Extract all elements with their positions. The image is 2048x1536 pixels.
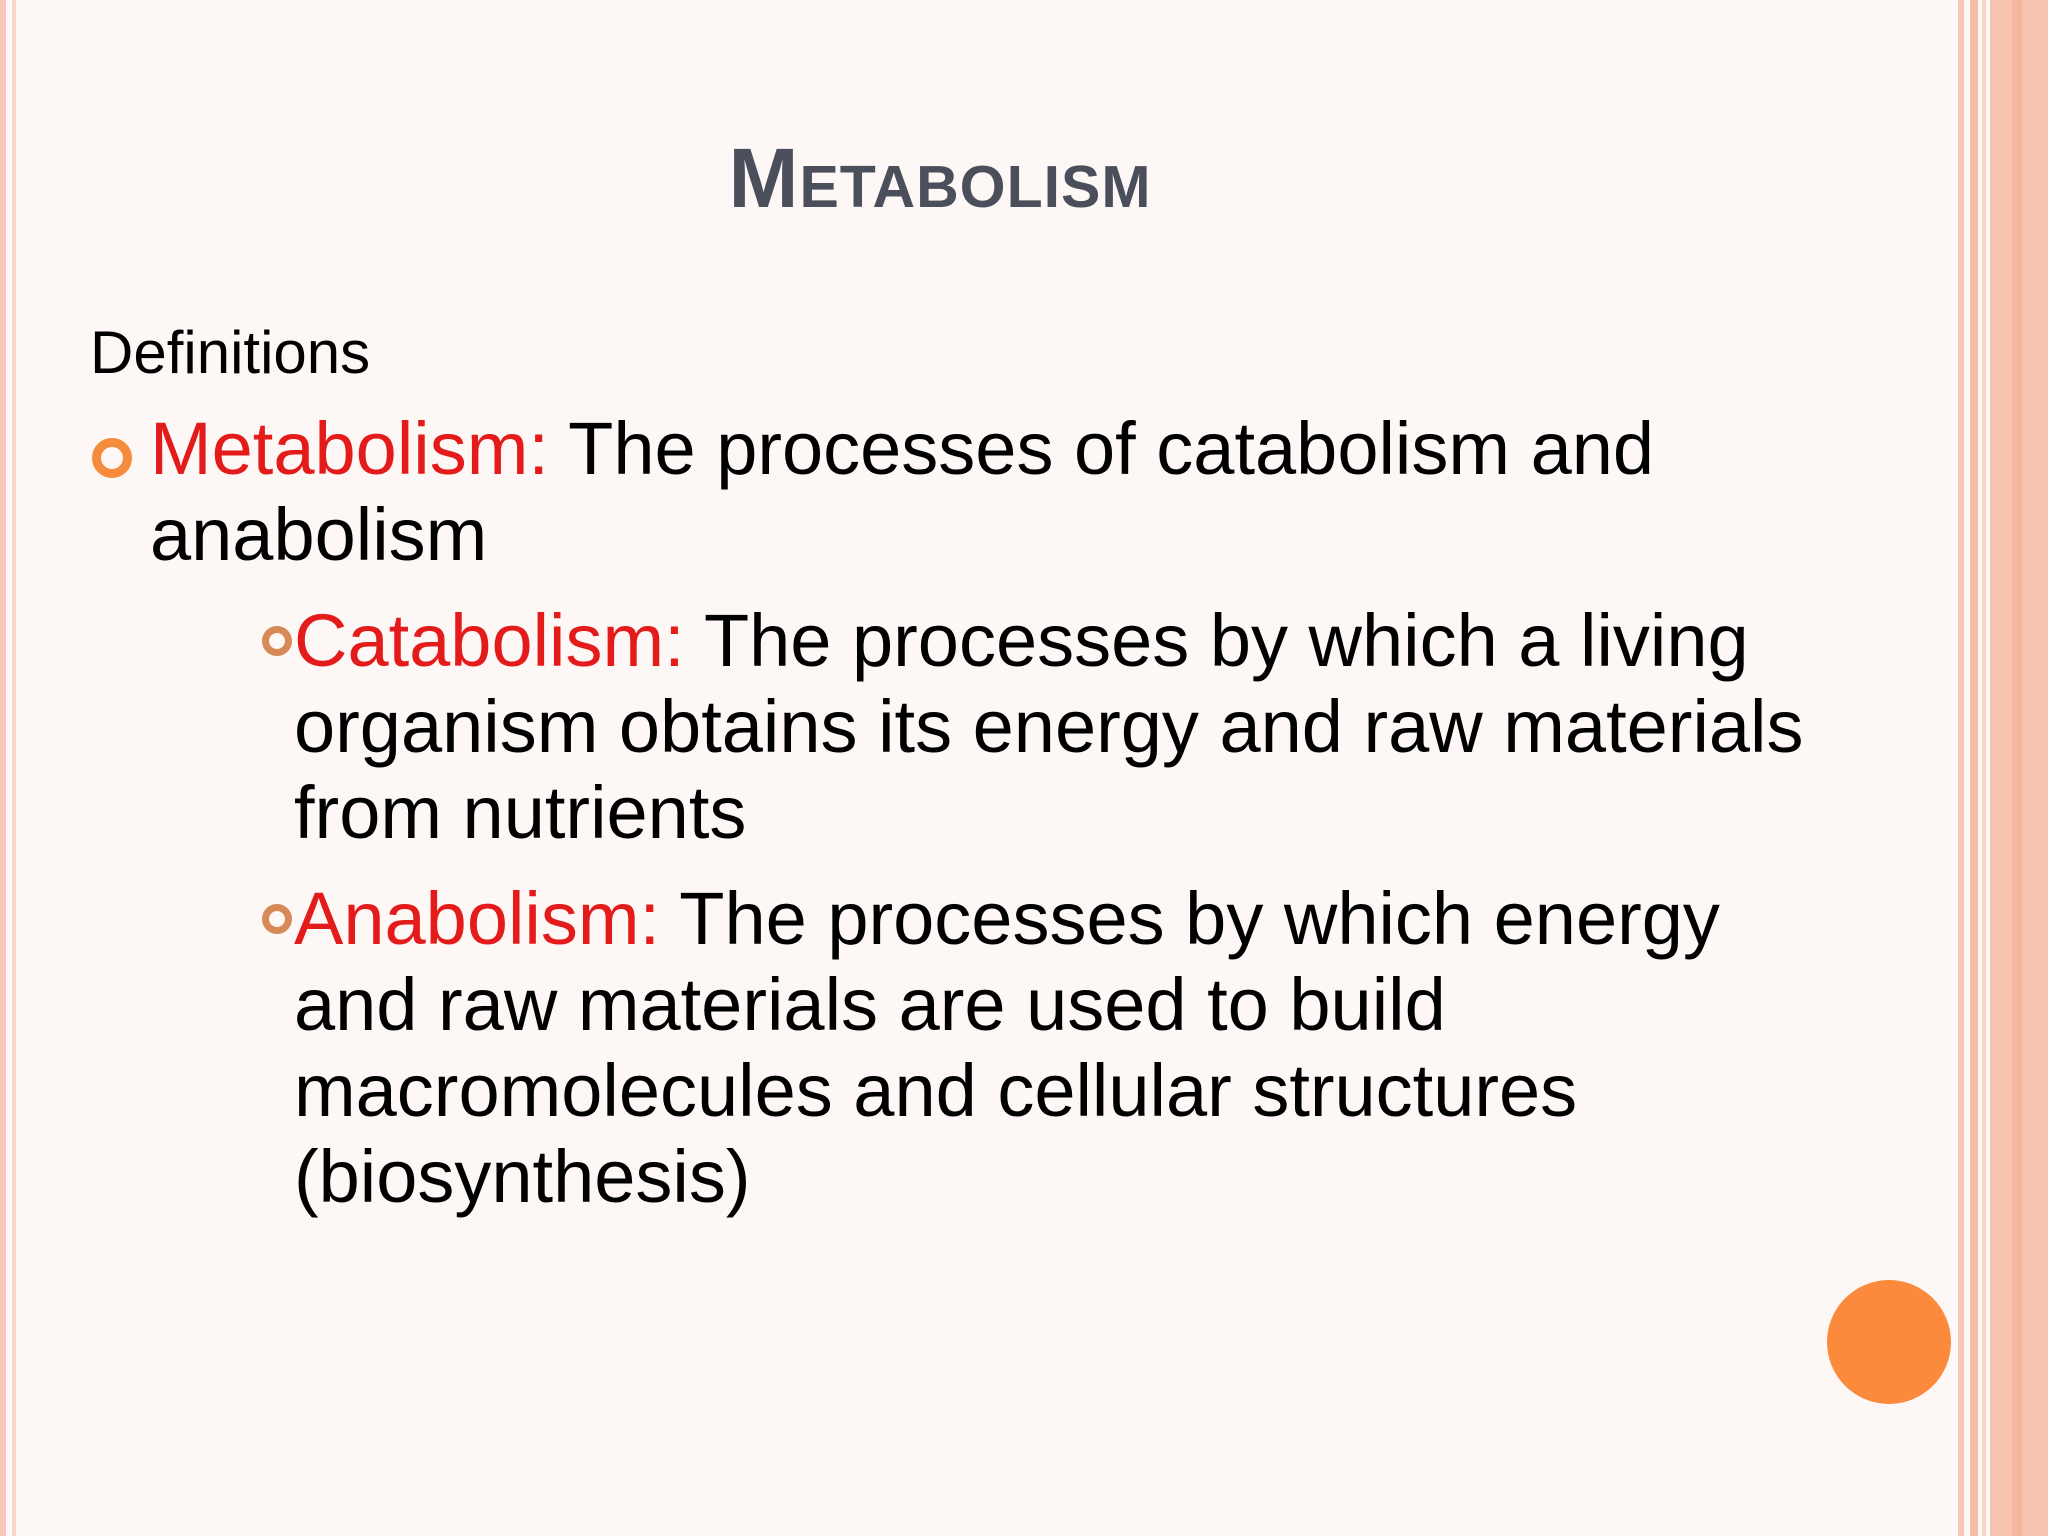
right-border-stripe [1970, 0, 1978, 1536]
bullet-text: The processes of catabolism and anabolism [150, 407, 1655, 576]
bullet-text: The processes by which energy and raw materials are used to build macromolecules and cellular structures (biosynthesis) [294, 877, 1720, 1218]
section-label: Definitions [90, 319, 371, 386]
bullet-anabolism [294, 876, 1854, 1220]
bullet-term: Anabolism: [294, 877, 661, 960]
bullet-catabolism [294, 598, 1854, 856]
orange-circle-icon [1827, 1280, 1951, 1404]
slide-title-text: Metabolism [728, 131, 1152, 225]
left-border-line [0, 0, 6, 1536]
right-border-stripe [2012, 0, 2022, 1536]
bullet-term: Catabolism: [294, 599, 685, 682]
right-border-stripe [1982, 0, 1986, 1536]
ring-bullet-icon [92, 438, 132, 478]
bullet-text: The processes by which a living organism obtains its energy and raw materials from nutrients [294, 599, 1804, 854]
ring-bullet-icon [262, 904, 292, 934]
left-border-line [12, 0, 16, 1536]
bullet-metabolism [150, 406, 1890, 578]
right-border-stripe [1958, 0, 1964, 1536]
bullet-term: Metabolism: [150, 407, 549, 490]
slide-title [0, 130, 1880, 227]
ring-bullet-icon [262, 626, 292, 656]
